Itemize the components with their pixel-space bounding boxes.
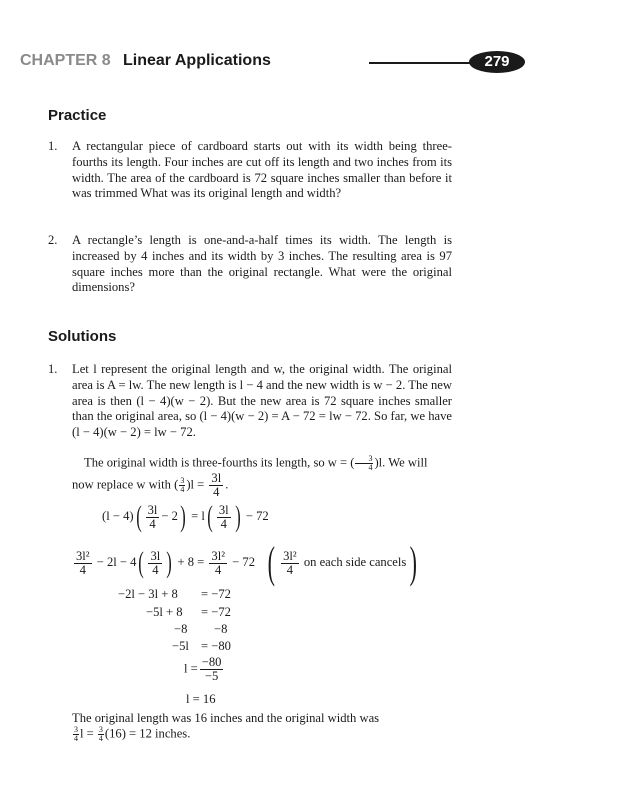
step-left: −2l − 3l + 8 (118, 587, 178, 601)
page-header (20, 50, 525, 76)
solution-number: 1. (48, 362, 58, 376)
fraction-3l-over-4: $\frac{3l}{4}$ (211, 471, 222, 499)
problem-number: 2. (48, 233, 58, 247)
equation-l-over: l = $\frac{-80}{-5}$ (184, 655, 222, 683)
solution-paragraph-2b: now replace w with ( $\frac{3}{4}$ )l = $\frac{3l}{4}$ . (72, 471, 229, 499)
solutions-heading: Solutions (48, 328, 117, 345)
solution-1-intro (48, 362, 452, 441)
conclusion-line-2: $\frac{3}{4}$ l = $\frac{3}{4}$ (16) = 12 inches. (74, 725, 191, 743)
step-left: −5l + 8 (146, 605, 183, 619)
step-right: −8 (214, 622, 228, 636)
fraction-three-fourths: $\frac{3}{4}$ (355, 455, 373, 472)
step-right: = −72 (201, 587, 231, 601)
problem-text: A rectangular piece of cardboard starts out with its width being three-fourths its length. Four inches are cut off its length and two inches from its width. The area of the cardboard is 72 square inches smaller than before it was trimmed What was its original length and width? (72, 139, 452, 201)
chapter-title: Linear Applications (123, 52, 271, 69)
equation-line-1: (l − 4)( $\frac{3l}{4}$ − 2) = l( $\frac{3l}{4}$ ) − 72 (102, 500, 269, 533)
practice-problem-1 (48, 139, 452, 202)
step-left: −8 (174, 622, 188, 636)
fraction-three-fourths: $\frac{3}{4}$ (180, 476, 185, 494)
solution-paragraph-2: The original width is three-fourths its length, so w = ( $\frac{3}{4}$ )l. We will (84, 454, 428, 472)
practice-problem-2 (48, 233, 452, 296)
conclusion-line-1: The original length was 16 inches and the original width was (72, 711, 380, 725)
solution-paragraph: Let l represent the original length and w, the original width. The original area is A = lw. The new length is l − 4 and the new width is w − 2. The new area is then (l − 4)(w − 2). But the new area is 72 square inches smaller than the original area, so (l − 4)(w − 2) = A − 72 = lw − 72. So far, we have (l − 4)(w − 2) = lw − 72. (72, 362, 452, 440)
step-result: l = 16 (186, 692, 216, 706)
chapter-label: CHAPTER 8 (20, 52, 111, 69)
practice-heading: Practice (48, 107, 107, 124)
page-number-badge: 279 (469, 51, 525, 73)
problem-text: A rectangle’s length is one-and-a-half times its width. The length is increased by 4 inches and its width by 3 inches. The resulting area is 97 square inches more than the original rectangle. What were the original dimensions? (72, 233, 452, 295)
step-right: = −72 (201, 605, 231, 619)
problem-number: 1. (48, 139, 58, 153)
step-left: −5l (172, 639, 189, 653)
equation-line-2: $\frac{\text{3l²}}{4}$ − 2l − 4( $\frac{3l}{4}$ ) + 8 = $\frac{\text{3l²}}{4}$ − 72 ( $\frac{\text{3l²}}{4}$ on each side cancels) (76, 538, 418, 587)
header-rule (369, 62, 479, 64)
step-right: = −80 (201, 639, 231, 653)
